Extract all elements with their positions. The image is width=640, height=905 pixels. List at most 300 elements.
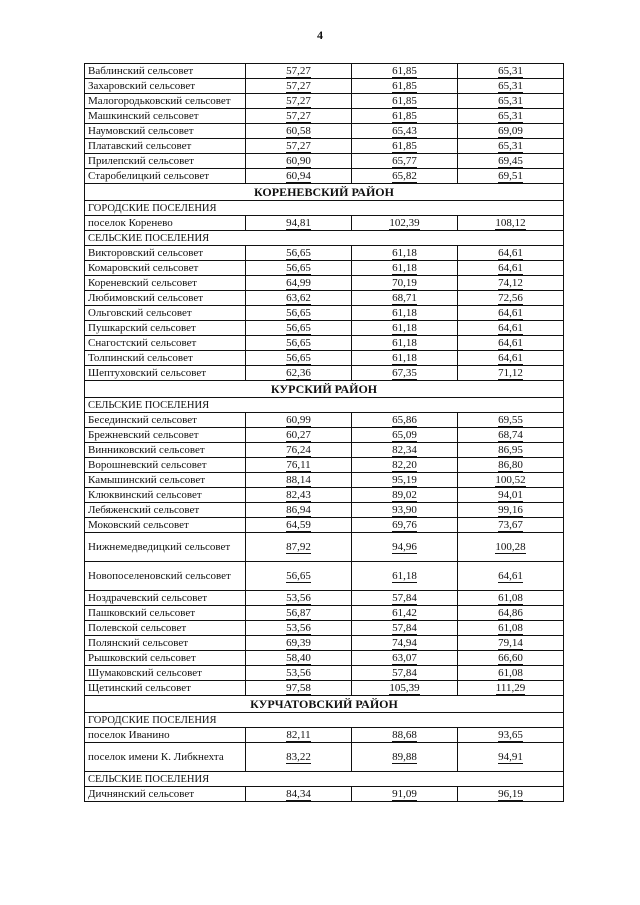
value-text: 94,91 bbox=[498, 750, 523, 763]
value-text: 89,88 bbox=[392, 750, 417, 763]
value-cell-1 bbox=[246, 443, 352, 458]
value-text: 61,42 bbox=[392, 606, 417, 619]
value-cell-2 bbox=[352, 728, 458, 743]
value-text: 53,56 bbox=[286, 591, 311, 604]
table-row bbox=[85, 443, 564, 458]
value-text: 74,12 bbox=[498, 276, 523, 289]
value-cell-2 bbox=[352, 366, 458, 381]
value-cell-3 bbox=[458, 728, 564, 743]
table-row bbox=[85, 169, 564, 184]
value-text: 82,34 bbox=[392, 443, 417, 456]
table-row bbox=[85, 458, 564, 473]
value-text: 63,62 bbox=[286, 291, 311, 304]
value-text: 56,65 bbox=[286, 336, 311, 349]
value-text: 61,85 bbox=[392, 79, 417, 92]
value-text: 64,61 bbox=[498, 569, 523, 582]
value-text: 61,18 bbox=[392, 321, 417, 334]
value-text: 76,11 bbox=[286, 458, 311, 471]
value-text: 57,84 bbox=[392, 666, 417, 679]
value-cell-2 bbox=[352, 79, 458, 94]
table-row bbox=[85, 94, 564, 109]
settlement-group-row bbox=[85, 398, 564, 413]
value-text: 66,60 bbox=[498, 651, 523, 664]
value-cell-3 bbox=[458, 64, 564, 79]
value-cell-2 bbox=[352, 351, 458, 366]
settlement-name-cell: Камышинский сельсовет bbox=[85, 473, 246, 488]
settlement-name-cell: Ваблинский сельсовет bbox=[85, 64, 246, 79]
value-text: 82,11 bbox=[286, 728, 311, 741]
page-number: 4 bbox=[317, 28, 323, 42]
value-cell-1 bbox=[246, 488, 352, 503]
value-text: 70,19 bbox=[392, 276, 417, 289]
value-text: 71,12 bbox=[498, 366, 523, 379]
value-cell-3 bbox=[458, 562, 564, 591]
value-text: 61,85 bbox=[392, 64, 417, 77]
value-cell-2 bbox=[352, 109, 458, 124]
value-cell-1 bbox=[246, 787, 352, 802]
settlement-name-cell: Моковский сельсовет bbox=[85, 518, 246, 533]
value-text: 69,39 bbox=[286, 636, 311, 649]
table-row bbox=[85, 533, 564, 562]
settlement-name-cell: Старобелицкий сельсовет bbox=[85, 169, 246, 184]
table-row bbox=[85, 366, 564, 381]
value-cell-2 bbox=[352, 336, 458, 351]
value-cell-3 bbox=[458, 169, 564, 184]
value-cell-2 bbox=[352, 591, 458, 606]
value-cell-2 bbox=[352, 169, 458, 184]
settlement-name-cell: поселок Коренево bbox=[85, 216, 246, 231]
value-text: 108,12 bbox=[495, 216, 526, 229]
value-text: 65,09 bbox=[392, 428, 417, 441]
value-text: 105,39 bbox=[389, 681, 420, 694]
value-cell-2 bbox=[352, 139, 458, 154]
value-cell-1 bbox=[246, 651, 352, 666]
table-row bbox=[85, 636, 564, 651]
tariff-table bbox=[84, 63, 564, 802]
table-row bbox=[85, 488, 564, 503]
value-text: 73,67 bbox=[498, 518, 523, 531]
value-cell-2 bbox=[352, 651, 458, 666]
value-text: 84,34 bbox=[286, 787, 311, 800]
table-row bbox=[85, 666, 564, 681]
value-cell-1 bbox=[246, 666, 352, 681]
value-cell-3 bbox=[458, 139, 564, 154]
value-text: 56,87 bbox=[286, 606, 311, 619]
table-row bbox=[85, 246, 564, 261]
value-text: 97,58 bbox=[286, 681, 311, 694]
settlement-name-cell: Бесединский сельсовет bbox=[85, 413, 246, 428]
value-text: 69,09 bbox=[498, 124, 523, 137]
value-cell-3 bbox=[458, 276, 564, 291]
settlement-name-cell: Любимовский сельсовет bbox=[85, 291, 246, 306]
settlement-name-cell: Новопоселеновский сельсовет bbox=[85, 562, 246, 591]
value-text: 91,09 bbox=[392, 787, 417, 800]
table-row bbox=[85, 681, 564, 696]
value-cell-1 bbox=[246, 428, 352, 443]
value-cell-1 bbox=[246, 246, 352, 261]
value-text: 99,16 bbox=[498, 503, 523, 516]
settlement-name-cell: Прилепский сельсовет bbox=[85, 154, 246, 169]
value-cell-3 bbox=[458, 321, 564, 336]
value-text: 65,82 bbox=[392, 169, 417, 182]
table-row bbox=[85, 562, 564, 591]
value-cell-2 bbox=[352, 533, 458, 562]
settlement-name-cell: Винниковский сельсовет bbox=[85, 443, 246, 458]
value-text: 64,59 bbox=[286, 518, 311, 531]
settlement-name-cell: Шумаковский сельсовет bbox=[85, 666, 246, 681]
value-text: 57,27 bbox=[286, 139, 311, 152]
value-text: 64,61 bbox=[498, 336, 523, 349]
value-cell-3 bbox=[458, 351, 564, 366]
value-text: 65,31 bbox=[498, 139, 523, 152]
value-text: 102,39 bbox=[389, 216, 420, 229]
value-text: 61,08 bbox=[498, 621, 523, 634]
settlement-name-cell: Полянский сельсовет bbox=[85, 636, 246, 651]
value-text: 86,80 bbox=[498, 458, 523, 471]
value-text: 61,18 bbox=[392, 261, 417, 274]
table-row bbox=[85, 591, 564, 606]
value-text: 64,61 bbox=[498, 306, 523, 319]
settlement-name-cell: Машкинский сельсовет bbox=[85, 109, 246, 124]
value-cell-1 bbox=[246, 109, 352, 124]
value-text: 86,94 bbox=[286, 503, 311, 516]
value-cell-3 bbox=[458, 216, 564, 231]
value-cell-3 bbox=[458, 621, 564, 636]
value-cell-3 bbox=[458, 336, 564, 351]
value-cell-3 bbox=[458, 154, 564, 169]
value-text: 57,84 bbox=[392, 591, 417, 604]
table-row bbox=[85, 261, 564, 276]
value-cell-3 bbox=[458, 261, 564, 276]
value-cell-2 bbox=[352, 413, 458, 428]
settlement-group-row bbox=[85, 231, 564, 246]
value-text: 64,61 bbox=[498, 261, 523, 274]
value-cell-1 bbox=[246, 79, 352, 94]
value-cell-3 bbox=[458, 473, 564, 488]
table-row bbox=[85, 109, 564, 124]
value-cell-1 bbox=[246, 261, 352, 276]
value-text: 61,18 bbox=[392, 569, 417, 582]
value-cell-3 bbox=[458, 533, 564, 562]
value-cell-1 bbox=[246, 306, 352, 321]
value-text: 56,65 bbox=[286, 569, 311, 582]
settlement-name-cell: Ольговский сельсовет bbox=[85, 306, 246, 321]
value-text: 88,68 bbox=[392, 728, 417, 741]
value-text: 100,52 bbox=[495, 473, 526, 486]
settlement-name-cell: Брежневский сельсовет bbox=[85, 428, 246, 443]
value-text: 79,14 bbox=[498, 636, 523, 649]
value-cell-2 bbox=[352, 64, 458, 79]
value-text: 68,71 bbox=[392, 291, 417, 304]
value-cell-2 bbox=[352, 443, 458, 458]
value-text: 61,85 bbox=[392, 109, 417, 122]
value-text: 69,55 bbox=[498, 413, 523, 426]
value-text: 65,31 bbox=[498, 79, 523, 92]
value-text: 83,22 bbox=[286, 750, 311, 763]
value-text: 65,86 bbox=[392, 413, 417, 426]
value-text: 65,31 bbox=[498, 64, 523, 77]
settlement-name-cell: Ворошневский сельсовет bbox=[85, 458, 246, 473]
value-text: 63,07 bbox=[392, 651, 417, 664]
value-cell-3 bbox=[458, 787, 564, 802]
district-title: КУРСКИЙ РАЙОН bbox=[85, 381, 564, 398]
table-row bbox=[85, 728, 564, 743]
value-cell-3 bbox=[458, 443, 564, 458]
value-cell-2 bbox=[352, 428, 458, 443]
value-text: 87,92 bbox=[286, 540, 311, 553]
table-row bbox=[85, 124, 564, 139]
table-row bbox=[85, 743, 564, 772]
value-cell-1 bbox=[246, 169, 352, 184]
value-cell-3 bbox=[458, 518, 564, 533]
settlement-name-cell: Лебяженский сельсовет bbox=[85, 503, 246, 518]
value-cell-3 bbox=[458, 291, 564, 306]
value-cell-2 bbox=[352, 306, 458, 321]
settlement-name-cell: Викторовский сельсовет bbox=[85, 246, 246, 261]
table-row bbox=[85, 428, 564, 443]
value-cell-2 bbox=[352, 276, 458, 291]
settlement-group-label: ГОРОДСКИЕ ПОСЕЛЕНИЯ bbox=[85, 201, 564, 216]
table-row bbox=[85, 79, 564, 94]
value-cell-1 bbox=[246, 291, 352, 306]
value-cell-1 bbox=[246, 518, 352, 533]
value-text: 82,20 bbox=[392, 458, 417, 471]
table-row bbox=[85, 154, 564, 169]
value-cell-3 bbox=[458, 606, 564, 621]
value-cell-2 bbox=[352, 94, 458, 109]
value-text: 65,77 bbox=[392, 154, 417, 167]
value-cell-2 bbox=[352, 743, 458, 772]
value-cell-1 bbox=[246, 458, 352, 473]
value-text: 57,27 bbox=[286, 94, 311, 107]
value-cell-1 bbox=[246, 591, 352, 606]
settlement-name-cell: Пашковский сельсовет bbox=[85, 606, 246, 621]
value-text: 94,81 bbox=[286, 216, 311, 229]
settlement-group-row bbox=[85, 201, 564, 216]
value-text: 72,56 bbox=[498, 291, 523, 304]
value-text: 65,31 bbox=[498, 109, 523, 122]
value-text: 86,95 bbox=[498, 443, 523, 456]
settlement-group-label: СЕЛЬСКИЕ ПОСЕЛЕНИЯ bbox=[85, 772, 564, 787]
settlement-name-cell: Клюквинский сельсовет bbox=[85, 488, 246, 503]
value-cell-3 bbox=[458, 503, 564, 518]
value-text: 60,27 bbox=[286, 428, 311, 441]
value-text: 100,28 bbox=[495, 540, 526, 553]
value-text: 94,01 bbox=[498, 488, 523, 501]
value-cell-1 bbox=[246, 64, 352, 79]
table-row bbox=[85, 621, 564, 636]
table-row bbox=[85, 216, 564, 231]
value-cell-3 bbox=[458, 681, 564, 696]
value-cell-1 bbox=[246, 276, 352, 291]
value-cell-3 bbox=[458, 246, 564, 261]
value-cell-3 bbox=[458, 79, 564, 94]
value-text: 95,19 bbox=[392, 473, 417, 486]
value-text: 89,02 bbox=[392, 488, 417, 501]
value-cell-2 bbox=[352, 246, 458, 261]
value-text: 57,84 bbox=[392, 621, 417, 634]
table-row bbox=[85, 276, 564, 291]
value-text: 53,56 bbox=[286, 621, 311, 634]
value-cell-3 bbox=[458, 743, 564, 772]
district-header-row bbox=[85, 696, 564, 713]
value-cell-1 bbox=[246, 473, 352, 488]
value-cell-3 bbox=[458, 428, 564, 443]
value-text: 61,85 bbox=[392, 94, 417, 107]
settlement-name-cell: Снагостский сельсовет bbox=[85, 336, 246, 351]
value-cell-3 bbox=[458, 94, 564, 109]
value-text: 64,99 bbox=[286, 276, 311, 289]
value-cell-3 bbox=[458, 458, 564, 473]
table-row bbox=[85, 518, 564, 533]
value-cell-3 bbox=[458, 666, 564, 681]
value-text: 111,29 bbox=[495, 681, 526, 694]
value-text: 60,90 bbox=[286, 154, 311, 167]
value-cell-1 bbox=[246, 413, 352, 428]
value-cell-2 bbox=[352, 321, 458, 336]
value-text: 67,35 bbox=[392, 366, 417, 379]
value-cell-1 bbox=[246, 351, 352, 366]
table-row bbox=[85, 336, 564, 351]
table-row bbox=[85, 351, 564, 366]
table-row bbox=[85, 787, 564, 802]
table-body bbox=[85, 64, 564, 802]
district-title: КОРЕНЕВСКИЙ РАЙОН bbox=[85, 184, 564, 201]
settlement-name-cell: Шептуховский сельсовет bbox=[85, 366, 246, 381]
value-cell-3 bbox=[458, 124, 564, 139]
value-cell-2 bbox=[352, 621, 458, 636]
value-text: 61,18 bbox=[392, 306, 417, 319]
value-text: 65,31 bbox=[498, 94, 523, 107]
value-text: 56,65 bbox=[286, 351, 311, 364]
district-title: КУРЧАТОВСКИЙ РАЙОН bbox=[85, 696, 564, 713]
value-text: 53,56 bbox=[286, 666, 311, 679]
settlement-name-cell: поселок Иванино bbox=[85, 728, 246, 743]
value-text: 58,40 bbox=[286, 651, 311, 664]
table-row bbox=[85, 413, 564, 428]
table-row bbox=[85, 139, 564, 154]
settlement-group-label: ГОРОДСКИЕ ПОСЕЛЕНИЯ bbox=[85, 713, 564, 728]
settlement-name-cell: Дичнянский сельсовет bbox=[85, 787, 246, 802]
value-cell-2 bbox=[352, 562, 458, 591]
value-cell-3 bbox=[458, 413, 564, 428]
value-text: 93,90 bbox=[392, 503, 417, 516]
value-text: 69,76 bbox=[392, 518, 417, 531]
settlement-name-cell: Щетинский сельсовет bbox=[85, 681, 246, 696]
value-cell-1 bbox=[246, 216, 352, 231]
value-cell-1 bbox=[246, 681, 352, 696]
value-cell-3 bbox=[458, 636, 564, 651]
value-text: 82,43 bbox=[286, 488, 311, 501]
value-text: 64,61 bbox=[498, 321, 523, 334]
settlement-name-cell: Кореневский сельсовет bbox=[85, 276, 246, 291]
value-cell-1 bbox=[246, 336, 352, 351]
value-cell-1 bbox=[246, 743, 352, 772]
settlement-name-cell: поселок имени К. Либкнехта bbox=[85, 743, 246, 772]
value-text: 65,43 bbox=[392, 124, 417, 137]
value-cell-1 bbox=[246, 728, 352, 743]
value-cell-1 bbox=[246, 94, 352, 109]
table-row bbox=[85, 503, 564, 518]
value-cell-1 bbox=[246, 139, 352, 154]
settlement-name-cell: Наумовский сельсовет bbox=[85, 124, 246, 139]
value-text: 56,65 bbox=[286, 321, 311, 334]
value-text: 57,27 bbox=[286, 64, 311, 77]
value-cell-1 bbox=[246, 124, 352, 139]
settlement-group-label: СЕЛЬСКИЕ ПОСЕЛЕНИЯ bbox=[85, 231, 564, 246]
value-cell-1 bbox=[246, 154, 352, 169]
value-text: 62,36 bbox=[286, 366, 311, 379]
value-cell-2 bbox=[352, 154, 458, 169]
value-text: 61,08 bbox=[498, 591, 523, 604]
value-text: 64,86 bbox=[498, 606, 523, 619]
value-cell-2 bbox=[352, 606, 458, 621]
value-text: 64,61 bbox=[498, 351, 523, 364]
value-text: 76,24 bbox=[286, 443, 311, 456]
value-text: 60,94 bbox=[286, 169, 311, 182]
settlement-name-cell: Нижнемедведицкий сельсовет bbox=[85, 533, 246, 562]
settlement-name-cell: Рышковский сельсовет bbox=[85, 651, 246, 666]
value-cell-1 bbox=[246, 621, 352, 636]
value-cell-2 bbox=[352, 124, 458, 139]
value-text: 60,58 bbox=[286, 124, 311, 137]
settlement-name-cell: Комаровский сельсовет bbox=[85, 261, 246, 276]
value-text: 56,65 bbox=[286, 261, 311, 274]
value-text: 88,14 bbox=[286, 473, 311, 486]
district-header-row bbox=[85, 381, 564, 398]
value-cell-2 bbox=[352, 503, 458, 518]
value-cell-2 bbox=[352, 636, 458, 651]
value-cell-3 bbox=[458, 366, 564, 381]
table-row bbox=[85, 291, 564, 306]
value-cell-3 bbox=[458, 488, 564, 503]
value-text: 61,18 bbox=[392, 336, 417, 349]
settlement-group-row bbox=[85, 713, 564, 728]
value-cell-1 bbox=[246, 366, 352, 381]
table-row bbox=[85, 651, 564, 666]
value-text: 94,96 bbox=[392, 540, 417, 553]
settlement-group-label: СЕЛЬСКИЕ ПОСЕЛЕНИЯ bbox=[85, 398, 564, 413]
table-row bbox=[85, 606, 564, 621]
settlement-name-cell: Полевской сельсовет bbox=[85, 621, 246, 636]
value-cell-3 bbox=[458, 651, 564, 666]
value-text: 69,51 bbox=[498, 169, 523, 182]
value-text: 61,18 bbox=[392, 246, 417, 259]
value-cell-1 bbox=[246, 636, 352, 651]
value-cell-1 bbox=[246, 533, 352, 562]
value-text: 56,65 bbox=[286, 246, 311, 259]
value-cell-2 bbox=[352, 666, 458, 681]
value-cell-2 bbox=[352, 261, 458, 276]
value-text: 68,74 bbox=[498, 428, 523, 441]
value-text: 57,27 bbox=[286, 109, 311, 122]
value-text: 57,27 bbox=[286, 79, 311, 92]
value-text: 61,85 bbox=[392, 139, 417, 152]
value-text: 61,08 bbox=[498, 666, 523, 679]
table-row bbox=[85, 473, 564, 488]
value-cell-1 bbox=[246, 562, 352, 591]
value-cell-2 bbox=[352, 787, 458, 802]
settlement-name-cell: Платавский сельсовет bbox=[85, 139, 246, 154]
settlement-name-cell: Малогородьковский сельсовет bbox=[85, 94, 246, 109]
value-text: 93,65 bbox=[498, 728, 523, 741]
table-row bbox=[85, 306, 564, 321]
settlement-group-row bbox=[85, 772, 564, 787]
table-row bbox=[85, 64, 564, 79]
value-cell-2 bbox=[352, 458, 458, 473]
value-cell-3 bbox=[458, 306, 564, 321]
value-cell-2 bbox=[352, 518, 458, 533]
